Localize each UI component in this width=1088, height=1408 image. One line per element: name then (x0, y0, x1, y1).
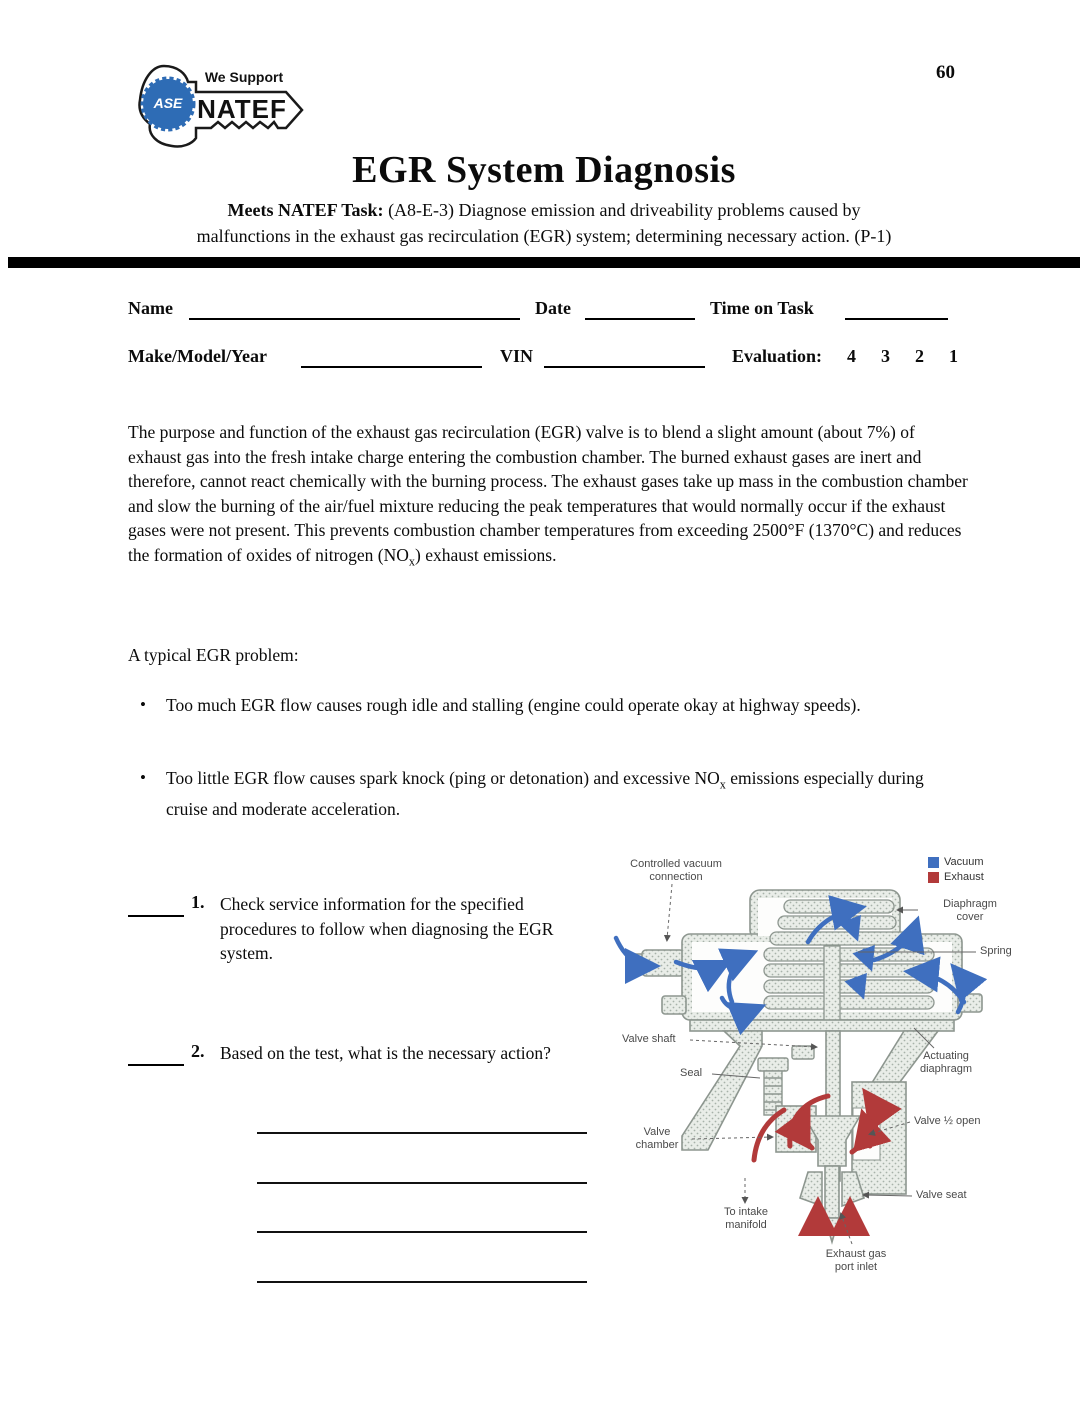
intro-text-end: ) exhaust emissions. (415, 544, 557, 565)
bullet-item-1 (166, 693, 956, 724)
legend-exhaust-label: Exhaust (944, 871, 984, 883)
vin-blank-line (544, 348, 705, 368)
evaluation-label: Evaluation: (732, 346, 823, 366)
label-valve-seat: Valve seat (916, 1189, 967, 1201)
exhaust-swatch-icon (928, 872, 939, 883)
make-model-year-label: Make/Model/Year (128, 346, 267, 366)
left-mounting-arm (682, 1031, 762, 1150)
bullet-item-2 (166, 766, 956, 822)
bullet-dot-1: • (140, 695, 146, 714)
vacuum-swatch-icon (928, 857, 939, 868)
label-spring: Spring (980, 945, 1012, 957)
date-label: Date (535, 298, 571, 318)
answer-line-4 (257, 1281, 587, 1283)
valve-stem (825, 1166, 839, 1218)
natef-task-label: Meets NATEF Task: (227, 200, 384, 220)
label-valve-half-open: Valve ½ open (914, 1115, 981, 1127)
question-1-number: 1. (191, 892, 205, 912)
answer-line-2 (257, 1182, 587, 1184)
bullet-2-text-end: emissions especially during cruise and moderate acceleration. (166, 768, 924, 820)
bullet-dot-2: • (140, 768, 146, 787)
page-number: 60 (936, 62, 955, 83)
evaluation-scale (847, 346, 958, 367)
date-blank-line (585, 300, 695, 320)
legend-item-vacuum (928, 856, 984, 868)
question-1-text: Check service information for the specified procedures to follow when diagnosing the EGR system. (220, 894, 554, 964)
name-blank-line (189, 300, 520, 320)
page-title: EGR System Diagnosis (352, 149, 736, 191)
legend-item-exhaust (928, 871, 984, 883)
diagram-legend (928, 856, 984, 883)
question-1-score-blank (128, 897, 184, 917)
actuating-diaphragm-plate (690, 1020, 954, 1031)
label-diaphragm-cover: Diaphragm cover (943, 898, 997, 923)
label-seal: Seal (680, 1067, 703, 1079)
natef-ase-logo (126, 58, 306, 150)
legend-vacuum-label: Vacuum (944, 856, 984, 868)
make-model-year-blank-line (301, 348, 482, 368)
label-to-intake-manifold: To intake manifold (723, 1206, 769, 1231)
label-valve-chamber: Valve chamber (635, 1126, 679, 1151)
valve-seat-left (800, 1172, 822, 1206)
bullet-1-text: Too much EGR flow causes rough idle and stalling (engine could operate okay at highway speeds). (166, 695, 861, 715)
vin-label: VIN (500, 346, 534, 366)
question-2-text: Based on the test, what is the necessary action? (220, 1043, 551, 1063)
answer-line-3 (257, 1231, 587, 1233)
time-on-task-blank-line (845, 300, 948, 320)
label-actuating-diaphragm: Actuating diaphragm (920, 1050, 972, 1075)
header-divider-bar (8, 257, 1080, 268)
natef-task-line1 (0, 197, 1088, 223)
natef-task-text1: (A8-E-3) Diagnose emission and driveability problems caused by (388, 200, 861, 220)
bullet-2-text: Too little EGR flow causes spark knock (ping or detonation) and excessive NO (166, 768, 720, 788)
valve-stem-tip (825, 1218, 839, 1242)
ase-logo-text: ASE (153, 95, 183, 111)
evaluation-value-4: 4 (847, 346, 856, 366)
evaluation-value-1: 1 (949, 346, 958, 366)
label-valve-shaft: Valve shaft (622, 1033, 676, 1045)
evaluation-value-2: 2 (915, 346, 924, 366)
intro-text: The purpose and function of the exhaust gas recirculation (EGR) valve is to blend a slight amount (about 7%) of exhaust gas into the fresh intake charge entering the combustion chamber. The burned exhaust gases are inert and therefore, cannot react chemically with the burning process. The exhaust gases take up mass in the combustion chamber and slow the burning of the air/fuel mixture reducing the peak temperatures that would normally occur if the exhaust gases were not present. This prevents combustion chamber temperatures from exceeding 2500°F (1370°C) and reduces the formation of oxides of nitrogen (NO (128, 422, 968, 565)
name-label: Name (128, 298, 173, 318)
time-on-task-label: Time on Task (710, 298, 814, 318)
natef-key-logo-graphic (126, 58, 306, 150)
intro-paragraph (128, 420, 970, 574)
natef-text: NATEF (197, 94, 287, 124)
evaluation-value-3: 3 (881, 346, 890, 366)
label-exhaust-gas-port-inlet: Exhaust gas port inlet (825, 1248, 887, 1273)
bullet-2-subscript: x (719, 777, 726, 792)
problem-heading: A typical EGR problem: (128, 645, 299, 665)
question-2-score-blank (128, 1046, 184, 1066)
we-support-text: We Support (204, 69, 284, 85)
natef-task-line2: malfunctions in the exhaust gas recirculation (EGR) system; determining necessary action. (P-1) (196, 226, 892, 246)
answer-line-1 (257, 1132, 587, 1134)
egr-valve-diagram (612, 850, 1088, 1290)
question-2-number: 2. (191, 1041, 205, 1061)
intro-subscript: x (408, 554, 416, 569)
label-controlled-vacuum-connection: Controlled vacuum connection (630, 858, 722, 883)
